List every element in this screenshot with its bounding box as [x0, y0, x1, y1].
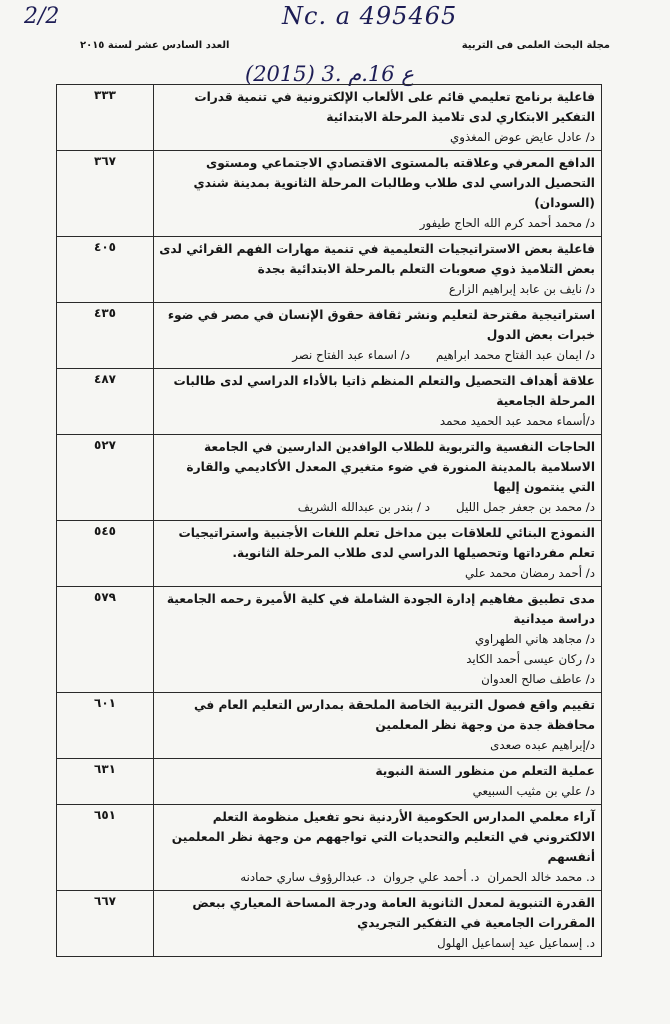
- article-author: د. عبدالرؤوف ساري حمادنه: [240, 870, 376, 884]
- article-author: د/ اسماء عبد الفتاح نصر: [292, 348, 411, 362]
- page-number: ٣٣٣: [57, 85, 154, 151]
- article-author: د/ نايف بن عابد إبراهيم الزارع: [448, 282, 595, 296]
- page-number: ٤٣٥: [57, 303, 154, 369]
- handwritten-page-number: 2/2: [24, 4, 60, 29]
- page-number: ٥٧٩: [57, 587, 154, 693]
- page-number: ٣٦٧: [57, 151, 154, 237]
- journal-title: مجلة البحث العلمى فى التربية: [461, 40, 610, 51]
- entry-cell: [154, 521, 602, 587]
- toc-row: [57, 891, 602, 957]
- page-number: ٤٠٥: [57, 237, 154, 303]
- entry-cell: [154, 237, 602, 303]
- toc-row: [57, 693, 602, 759]
- article-author: د/أسماء محمد عبد الحميد محمد: [439, 414, 595, 428]
- article-title: تقييم واقع فصول التربية الخاصة الملحقة بمدارس التعليم العام في محافظة جدة من وجهة نظر المعلمين: [193, 698, 595, 732]
- handwritten-issue-reference: (2015) 3. ع 16.م: [245, 62, 414, 86]
- article-title: فاعلية برنامج تعليمي قائم على الألعاب الإلكترونية في تنمية قدرات التفكير الابتكاري لدى تلاميذ المرحلة الابتدائية: [194, 90, 595, 124]
- article-author: د. إسماعيل عيد إسماعيل الهلول: [437, 936, 595, 950]
- toc-row: [57, 303, 602, 369]
- entry-cell: [154, 151, 602, 237]
- toc-row: [57, 237, 602, 303]
- article-author: د. أحمد علي جروان: [383, 870, 480, 884]
- entry-cell: [154, 303, 602, 369]
- page-number: ٥٤٥: [57, 521, 154, 587]
- toc-row: [57, 435, 602, 521]
- entry-cell: [154, 805, 602, 891]
- article-title: علاقة أهداف التحصيل والتعلم المنظم ذاتيا بالأداء الدراسي لدى طالبات المرحلة الجامعية: [173, 374, 595, 408]
- article-title: عملية التعلم من منظور السنة النبوية: [375, 764, 595, 778]
- entry-cell: [154, 369, 602, 435]
- page-number: ٦٣١: [57, 759, 154, 805]
- entry-cell: [154, 587, 602, 693]
- article-title: آراء معلمي المدارس الحكومية الأردنية نحو تفعيل منظومة التعلم الالكتروني في التعليم والتحديات التي تواجههم من وجهة نظر المعلمين أنفسهم: [171, 810, 595, 864]
- article-author: د/إبراهيم عبده صعدى: [490, 738, 595, 752]
- article-author: د/ عادل عايض عوض المغذوي: [450, 130, 595, 144]
- article-author: د / بندر بن عبدالله الشريف: [297, 500, 431, 514]
- article-author: د/ علي بن مثيب السبيعي: [472, 784, 595, 798]
- article-author: د. محمد خالد الحمران: [487, 870, 595, 884]
- running-header: [80, 40, 610, 58]
- entry-cell: [154, 759, 602, 805]
- issue-label: العدد السادس عشر لسنة ٢٠١٥: [80, 40, 230, 51]
- article-author: د/ محمد أحمد كرم الله الحاج طيفور: [419, 216, 595, 230]
- entry-cell: [154, 85, 602, 151]
- entry-cell: [154, 891, 602, 957]
- article-author: د/ ركان عيسى أحمد الكايد: [466, 652, 595, 666]
- toc-row: [57, 805, 602, 891]
- author-line: [158, 867, 595, 887]
- article-title: القدرة التنبوية لمعدل الثانوية العامة ودرجة المساحة المعياري ببعض المقررات الجامعية في التفكير التجريدي: [192, 896, 595, 930]
- page-number: ٥٢٧: [57, 435, 154, 521]
- page-number: ٤٨٧: [57, 369, 154, 435]
- article-title: استراتيجية مقترحة لتعليم ونشر ثقافة حقوق الإنسان في مصر في ضوء خبرات بعض الدول: [167, 308, 595, 342]
- toc-row: [57, 587, 602, 693]
- entry-cell: [154, 693, 602, 759]
- toc-row: [57, 369, 602, 435]
- page-number: ٦٠١: [57, 693, 154, 759]
- author-line: [158, 497, 595, 517]
- author-line: [158, 345, 595, 365]
- article-author: د/ محمد بن جعفر جمل الليل: [456, 500, 595, 514]
- handwritten-reference-number: Nc. a 495465: [282, 2, 458, 30]
- article-title: الحاجات النفسية والتربوية للطلاب الوافدين الدارسين في الجامعة الاسلامية بالمدينة المنورة في ضوء متغيري المعدل الأكاديمي والقارة التي ينتمون إليها: [186, 440, 595, 494]
- toc-row: [57, 151, 602, 237]
- article-author: د/ ايمان عبد الفتاح محمد ابراهيم: [436, 348, 595, 362]
- page-number: ٦٥١: [57, 805, 154, 891]
- article-author: د/ مجاهد هاني الطهراوي: [474, 632, 595, 646]
- entry-cell: [154, 435, 602, 521]
- article-title: فاعلية بعض الاستراتيجيات التعليمية في تنمية مهارات الفهم القرائي لدى بعض التلاميذ ذوي صعوبات التعلم بالمرحلة الابتدائية بجدة: [159, 242, 595, 276]
- toc-row: [57, 759, 602, 805]
- toc-row: [57, 521, 602, 587]
- page-number: ٦٦٧: [57, 891, 154, 957]
- article-title: الدافع المعرفي وعلاقته بالمستوى الاقتصادي الاجتماعي ومستوى التحصيل الدراسي لدى طلاب وطالبات المرحلة الثانوية بمدينة شندي (السودان): [193, 156, 595, 210]
- article-author: د/ عاطف صالح العدوان: [481, 672, 595, 686]
- article-title: مدى تطبيق مفاهيم إدارة الجودة الشاملة في كلية الأميرة رحمه الجامعية دراسة ميدانية: [166, 592, 595, 626]
- article-author: د/ أحمد رمضان محمد علي: [464, 566, 595, 580]
- article-title: النموذج البنائي للعلاقات بين مداخل تعلم اللغات الأجنبية واستراتيجيات تعلم مفرداتها وتحصيلها الدراسي لدى طلاب المرحلة الثانوية.: [178, 526, 595, 560]
- contents-table: [56, 84, 602, 957]
- toc-row: [57, 85, 602, 151]
